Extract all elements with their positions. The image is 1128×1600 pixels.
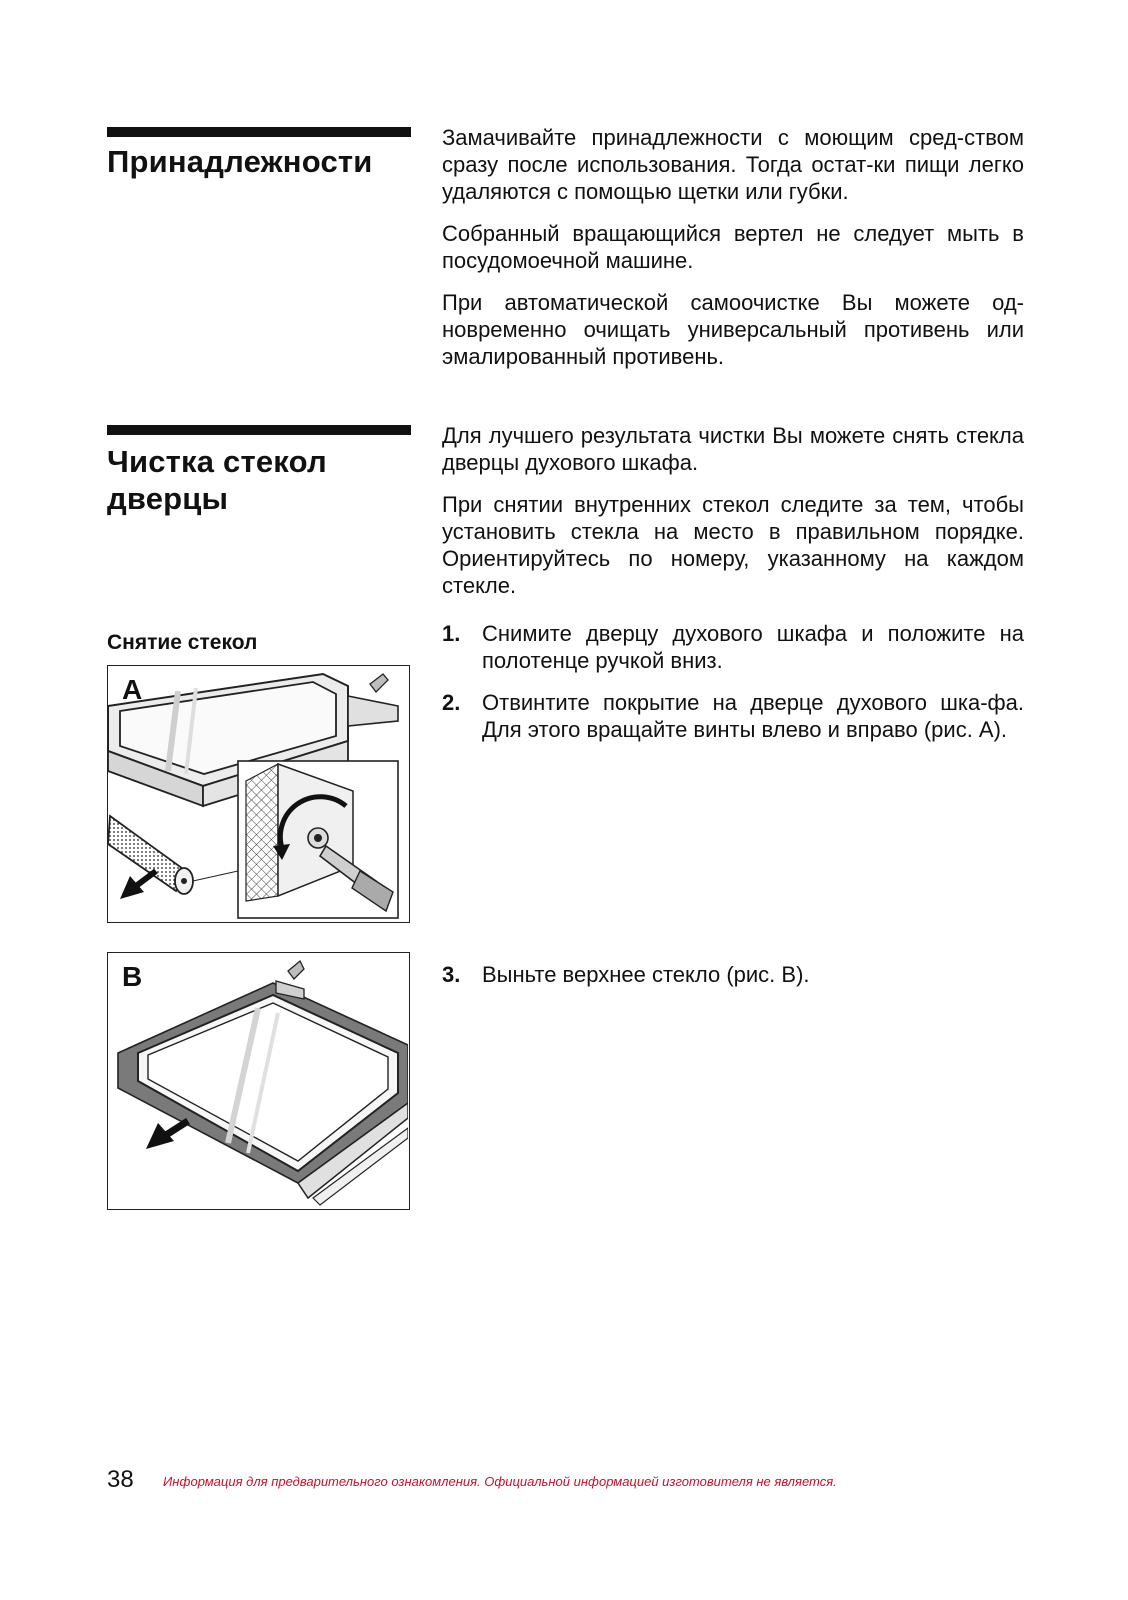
paragraph: При снятии внутренних стекол следите за тем, чтобы установить стекла на место в правильном порядке. Ориентируйтесь по номеру, указанному на каждом стекле. [442, 492, 1024, 598]
steps-list-a [442, 620, 1024, 758]
section-rule-glass-cleaning [107, 425, 411, 435]
step-number: 1. [442, 621, 461, 646]
step-text: Выньте верхнее стекло (рис. B). [482, 962, 810, 987]
figure-a-label: A [122, 674, 143, 705]
page-number: 38 [107, 1466, 134, 1493]
step-text: Снимите дверцу духового шкафа и положите на полотенце ручкой вниз. [482, 621, 1024, 673]
step-text: Отвинтите покрытие на дверце духового шка-фа. Для этого вращайте винты влево и вправо (рис. A). [482, 690, 1024, 742]
figure-a-illustration [108, 666, 408, 921]
heading-line: Чистка стекол [107, 444, 327, 479]
subheading-remove-glass: Снятие стекол [107, 631, 258, 654]
accessories-text [442, 124, 1024, 385]
heading-glass-cleaning [107, 443, 327, 517]
step-number: 2. [442, 690, 461, 715]
figure-a [107, 665, 410, 923]
step-item [442, 689, 1024, 743]
figure-b-label: B [122, 961, 143, 992]
paragraph: Для лучшего результата чистки Вы можете снять стекла дверцы духового шкафа. [442, 423, 1024, 475]
step-number: 3. [442, 962, 461, 987]
section-rule-accessories [107, 127, 411, 137]
paragraph: Собранный вращающийся вертел не следует мыть в посудомоечной машине. [442, 221, 1024, 273]
step-item [442, 961, 1024, 988]
figure-b-illustration [108, 953, 408, 1208]
heading-line: дверцы [107, 481, 229, 516]
step-item [442, 620, 1024, 674]
footer-disclaimer: Информация для предварительного ознакомления. Официальной информацией изготовителя не является. [163, 1474, 837, 1489]
paragraph: При автоматической самоочистке Вы можете од-новременно очищать универсальный противень или эмалированный противень. [442, 290, 1024, 369]
paragraph: Замачивайте принадлежности с моющим сред-ством сразу после использования. Тогда остат-ки пищи легко удаляются с помощью щетки или губки. [442, 125, 1024, 204]
heading-accessories: Принадлежности [107, 144, 373, 179]
glass-cleaning-text [442, 422, 1024, 614]
steps-list-b [442, 961, 1024, 1003]
figure-b [107, 952, 410, 1210]
